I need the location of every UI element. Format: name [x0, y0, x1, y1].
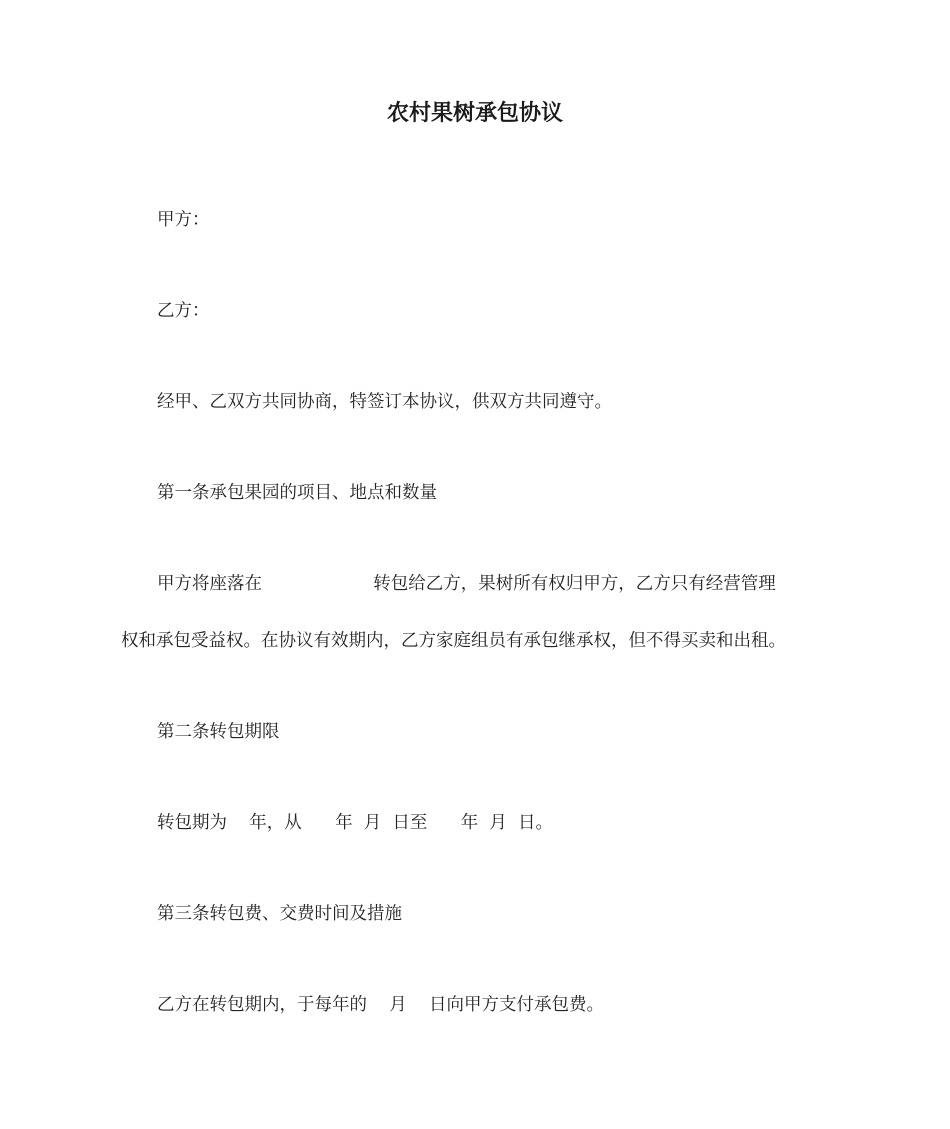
document-title: 农村果树承包协议 — [386, 101, 563, 126]
party-a-line: 甲方： — [157, 210, 210, 230]
article-1-heading: 第一条承包果园的项目、地点和数量 — [157, 483, 437, 503]
article-2-body: 转包期为 年，从 年 月 日至 年 月 日。 — [157, 813, 554, 833]
article-1-body-line-1: 甲方将座落在 转包给乙方，果树所有权归甲方，乙方只有经营管理 — [157, 574, 776, 594]
article-3-body: 乙方在转包期内，于每年的 月 日向甲方支付承包费。 — [157, 995, 605, 1015]
article-3-heading: 第三条转包费、交费时间及措施 — [157, 904, 402, 924]
party-b-line: 乙方： — [157, 301, 210, 321]
preamble-paragraph: 经甲、乙双方共同协商，特签订本协议，供双方共同遵守。 — [157, 392, 612, 412]
article-2-heading: 第二条转包期限 — [157, 722, 280, 742]
article-1-body-line-2: 权和承包受益权。在协议有效期内，乙方家庭组员有承包继承权，但不得买卖和出租。 — [121, 631, 786, 651]
